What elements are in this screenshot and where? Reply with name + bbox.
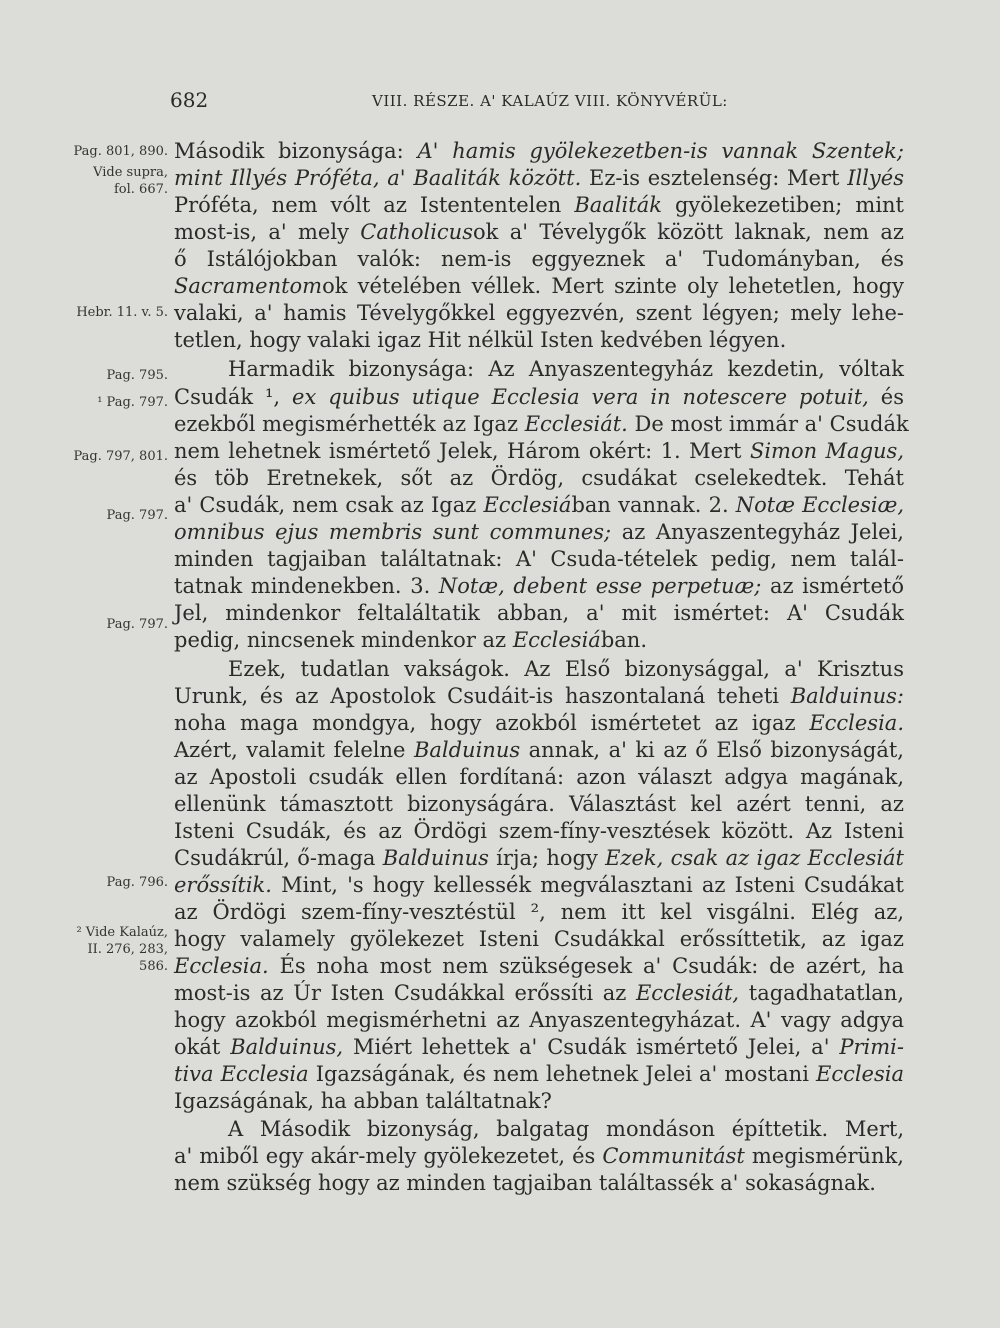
italic-text: Ecclesiá: [483, 493, 572, 517]
italic-text: A' hamis gyölekezetben-is vannak Szentek;: [417, 139, 904, 163]
italic-text: Balduinus: [413, 738, 521, 762]
italic-text: omnibus ejus membris sunt communes;: [174, 520, 612, 544]
italic-text: erőssítik.: [174, 873, 272, 897]
text-line: okát Balduinus, Miért lehettek a' Csudák ismértető Jelei, a' Primi-: [174, 1035, 904, 1059]
text-line: Jel, mindenkor feltaláltatik abban, a' mit ismértet: A' Csudák: [174, 601, 904, 625]
text-line: omnibus ejus membris sunt communes; az Anyaszentegyház Jelei,: [174, 520, 904, 544]
italic-text: Communitást: [602, 1144, 745, 1168]
text-line: Próféta, nem vólt az Istententelen Baaliták gyölekezetiben; mint: [174, 193, 904, 217]
text-line: ezekből megismérhették az Igaz Ecclesiát. De most immár a' Csudák: [174, 412, 909, 436]
text-line: Ecclesia. És noha most nem szükségesek a' Csudák: de azért, ha: [174, 954, 904, 978]
text-line: a' miből egy akár-mely gyölekezetet, és Communitást megismérünk,: [174, 1144, 904, 1168]
italic-text: Ecclesia.: [809, 711, 904, 735]
italic-text: Sacramentom: [174, 274, 323, 298]
margin-note: Pag. 797.: [106, 508, 168, 523]
italic-text: Balduinus: [382, 846, 489, 870]
text-line: valaki, a' hamis Tévelygőkkel eggyezvén, szent légyen; mely lehe-: [174, 301, 904, 325]
text-line: Harmadik bizonysága: Az Anyaszentegyház kezdetin, vóltak: [228, 357, 904, 381]
text-line: Csudák ¹, ex quibus utique Ecclesia vera in notescere potuit, és: [174, 385, 904, 409]
page-header: [0, 88, 1000, 118]
italic-text: Balduinus,: [230, 1035, 344, 1059]
italic-text: Illyés: [847, 166, 904, 190]
margin-note: fol. 667.: [113, 182, 168, 197]
text-line: most-is, a' mely Catholicusok a' Tévelygők között laknak, nem az: [174, 220, 904, 244]
text-line: most-is az Úr Isten Csudákkal erőssíti az Ecclesiát, tagadhatatlan,: [174, 981, 905, 1005]
italic-text: Ecclesiát.: [524, 412, 628, 436]
italic-text: tiva Ecclesia: [174, 1062, 309, 1086]
margin-note: Pag. 801, 890.: [73, 144, 168, 159]
margin-note: Hebr. 11. v. 5.: [76, 305, 168, 320]
italic-text: Notæ Ecclesiæ,: [735, 493, 905, 517]
margin-note: 586.: [139, 959, 168, 974]
text-line: A Második bizonyság, balgatag mondáson építtetik. Mert,: [228, 1117, 904, 1141]
italic-text: Notæ, debent esse perpetuæ;: [438, 574, 762, 598]
text-line: Azért, valamit felelne Balduinus annak, a' ki az ő Első bizonyságát,: [174, 738, 904, 762]
italic-text: Catholicus: [360, 220, 473, 244]
margin-note: ¹ Pag. 797.: [97, 395, 168, 410]
text-line: Urunk, és az Apostolok Csudáit-is haszontalaná teheti Balduinus:: [174, 684, 904, 708]
margin-note: Pag. 795.: [106, 368, 168, 383]
italic-text: Ecclesiát,: [635, 981, 740, 1005]
text-line: ellenünk támasztott bizonyságára. Választást kel azért tenni, az: [174, 792, 904, 816]
italic-text: ex quibus utique Ecclesia vera in notescere potuit,: [292, 385, 869, 409]
italic-text: Ezek, csak az igaz Ecclesiát: [605, 846, 904, 870]
text-line: minden tagjaiban találtatnak: A' Csuda-tételek pedig, nem talál-: [174, 547, 904, 571]
text-line: az Apostoli csudák ellen fordítaná: azon választ adgya magának,: [174, 765, 904, 789]
text-line: Második bizonysága: A' hamis gyölekezetben-is vannak Szentek;: [174, 139, 904, 163]
margin-note: ² Vide Kalaúz,: [76, 925, 168, 940]
running-head: VIII. RÉSZE. A' KALAÚZ VIII. KÖNYVÉRÜL:: [372, 92, 728, 110]
margin-note: Pag. 797.: [106, 617, 168, 632]
text-line: Isteni Csudák, és az Ördögi szem-fíny-vesztések között. Az Isteni: [174, 819, 904, 843]
text-line: noha maga mondgya, hogy azokból ismértetet az igaz Ecclesia.: [174, 711, 904, 735]
text-line: nem lehetnek ismértető Jelek, Három okért: 1. Mert Simon Magus,: [174, 439, 904, 463]
text-line: ő Istálójokban valók: nem-is eggyeznek a' Tudományban, és: [174, 247, 904, 271]
text-line: hogy valamely gyölekezet Isteni Csudákkal erőssíttetik, az igaz: [174, 927, 904, 951]
text-line: nem szükség hogy az minden tagjaiban találtassék a' sokaságnak.: [174, 1171, 876, 1195]
text-line: Csudákrúl, ő-maga Balduinus írja; hogy Ezek, csak az igaz Ecclesiát: [174, 846, 904, 870]
italic-text: Primi-: [839, 1035, 904, 1059]
text-line: és töb Eretnekek, sőt az Ördög, csudákat cselekedtek. Tehát: [174, 466, 904, 490]
page-number: 682: [170, 88, 209, 112]
text-line: Sacramentomok vételében véllek. Mert szinte oly lehetetlen, hogy: [174, 274, 904, 298]
italic-text: Simon Magus,: [749, 439, 904, 463]
text-line: a' Csudák, nem csak az Igaz Ecclesiában vannak. 2. Notæ Ecclesiæ,: [174, 493, 905, 517]
italic-text: Baaliták: [574, 193, 662, 217]
italic-text: mint Illyés Próféta, a' Baaliták között.: [174, 166, 582, 190]
margin-note: II. 276, 283,: [87, 942, 168, 957]
italic-text: Ecclesiá: [512, 628, 601, 652]
text-line: Ezek, tudatlan vakságok. Az Első bizonysággal, a' Krisztus: [228, 657, 904, 681]
text-line: tetlen, hogy valaki igaz Hit nélkül Isten kedvében légyen.: [174, 328, 787, 352]
italic-text: Ecclesia.: [174, 954, 269, 978]
margin-note: Pag. 796.: [106, 875, 168, 890]
italic-text: Ecclesia: [815, 1062, 904, 1086]
italic-text: Balduinus:: [790, 684, 904, 708]
text-line: tiva Ecclesia Igazságának, és nem lehetnek Jelei a' mostani Ecclesia: [174, 1062, 904, 1086]
text-line: pedig, nincsenek mindenkor az Ecclesiában.: [174, 628, 647, 652]
text-line: hogy azokból megismérhetni az Anyaszentegyházat. A' vagy adgya: [174, 1008, 904, 1032]
margin-note: Vide supra,: [93, 165, 168, 180]
text-line: az Ördögi szem-fíny-vesztéstül ², nem itt kel visgálni. Elég az,: [174, 900, 904, 924]
text-line: erőssítik. Mint, 's hogy kellessék megválasztani az Isteni Csudákat: [174, 873, 904, 897]
text-line: tatnak mindenekben. 3. Notæ, debent esse perpetuæ; az ismértető: [174, 574, 904, 598]
margin-note: Pag. 797, 801.: [73, 449, 168, 464]
text-line: Igazságának, ha abban találtatnak?: [174, 1089, 552, 1113]
text-line: mint Illyés Próféta, a' Baaliták között. Ez-is esztelenség: Mert Illyés: [174, 166, 904, 190]
